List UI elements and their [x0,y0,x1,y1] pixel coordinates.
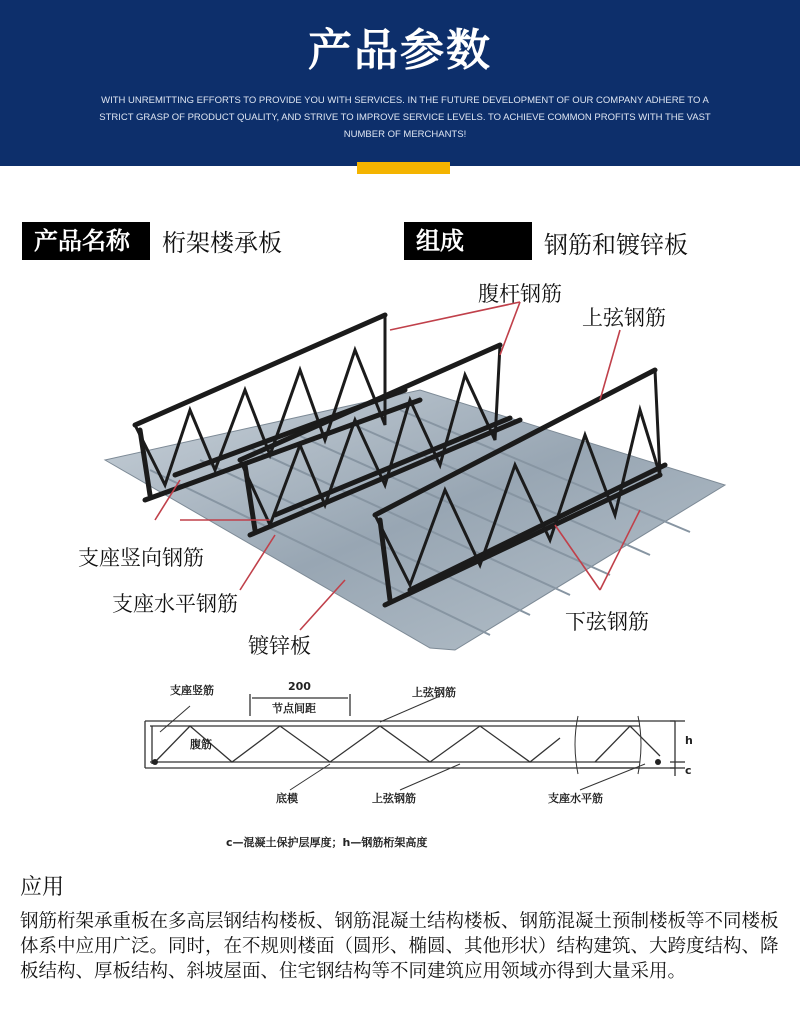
header-banner [0,0,800,166]
diagram-h: h [685,734,693,747]
application-title: 应用 [20,875,65,900]
diagram-note: c—混凝土保护层厚度；h—钢筋桁架高度 [226,836,428,849]
diagram-web: 腹筋 [190,738,212,751]
diagram-top-chord: 上弦钢筋 [412,686,456,699]
diagram-support-horizontal: 支座水平筋 [548,792,603,805]
header-subtitle: WITH UNREMITTING EFFORTS TO PROVIDE YOU WITH SERVICES. IN THE FUTURE DEVELOPMENT OF OUR COMPANY ADHERE TO A STRICT GRASP OF PRODUCT QUALITY, AND STRIVE TO IMPROVE SERVICE LEVELS. TO ACHIEVE COMMON PROFITS WITH THE VAST NUMBER OF MERCHANTS! [99,95,711,140]
composition-value: 钢筋和镀锌板 [544,231,688,259]
diagram-spacing-value: 200 [288,680,311,693]
callout-top-chord: 上弦钢筋 [582,306,666,330]
composition-label: 组成 [404,222,532,260]
page-title: 产品参数 [308,25,492,76]
truss-deck-illustration [0,270,800,670]
product-name-label: 产品名称 [22,222,150,260]
product-name-value: 桁架楼承板 [162,229,282,257]
truss-section-diagram [140,676,700,851]
callout-bottom-chord: 下弦钢筋 [565,610,649,634]
callout-web-rebar: 腹杆钢筋 [478,282,562,306]
application-text: 钢筋桁架承重板在多高层钢结构楼板、钢筋混凝土结构楼板、钢筋混凝土预制楼板等不同楼板体系中应用广泛。同时，在不规则楼面（圆形、椭圆、其他形状）结构建筑、大跨度结构、降板结构、厚板结构、斜坡屋面、住宅钢结构等不同建筑应用领域亦得到大量采用。 [20,911,779,982]
diagram-support-vertical: 支座竖筋 [170,684,214,697]
diagram-chord-bottom-label: 上弦钢筋 [372,792,416,805]
callout-support-horizontal: 支座水平钢筋 [112,592,238,616]
diagram-node-spacing: 节点间距 [272,702,316,715]
accent-bar [357,162,450,174]
diagram-bottom-form: 底模 [276,792,298,805]
callout-galvanized-sheet: 镀锌板 [248,634,311,658]
callout-support-vertical: 支座竖向钢筋 [78,546,204,570]
diagram-c: c [685,764,692,777]
section-drawing [140,676,700,851]
